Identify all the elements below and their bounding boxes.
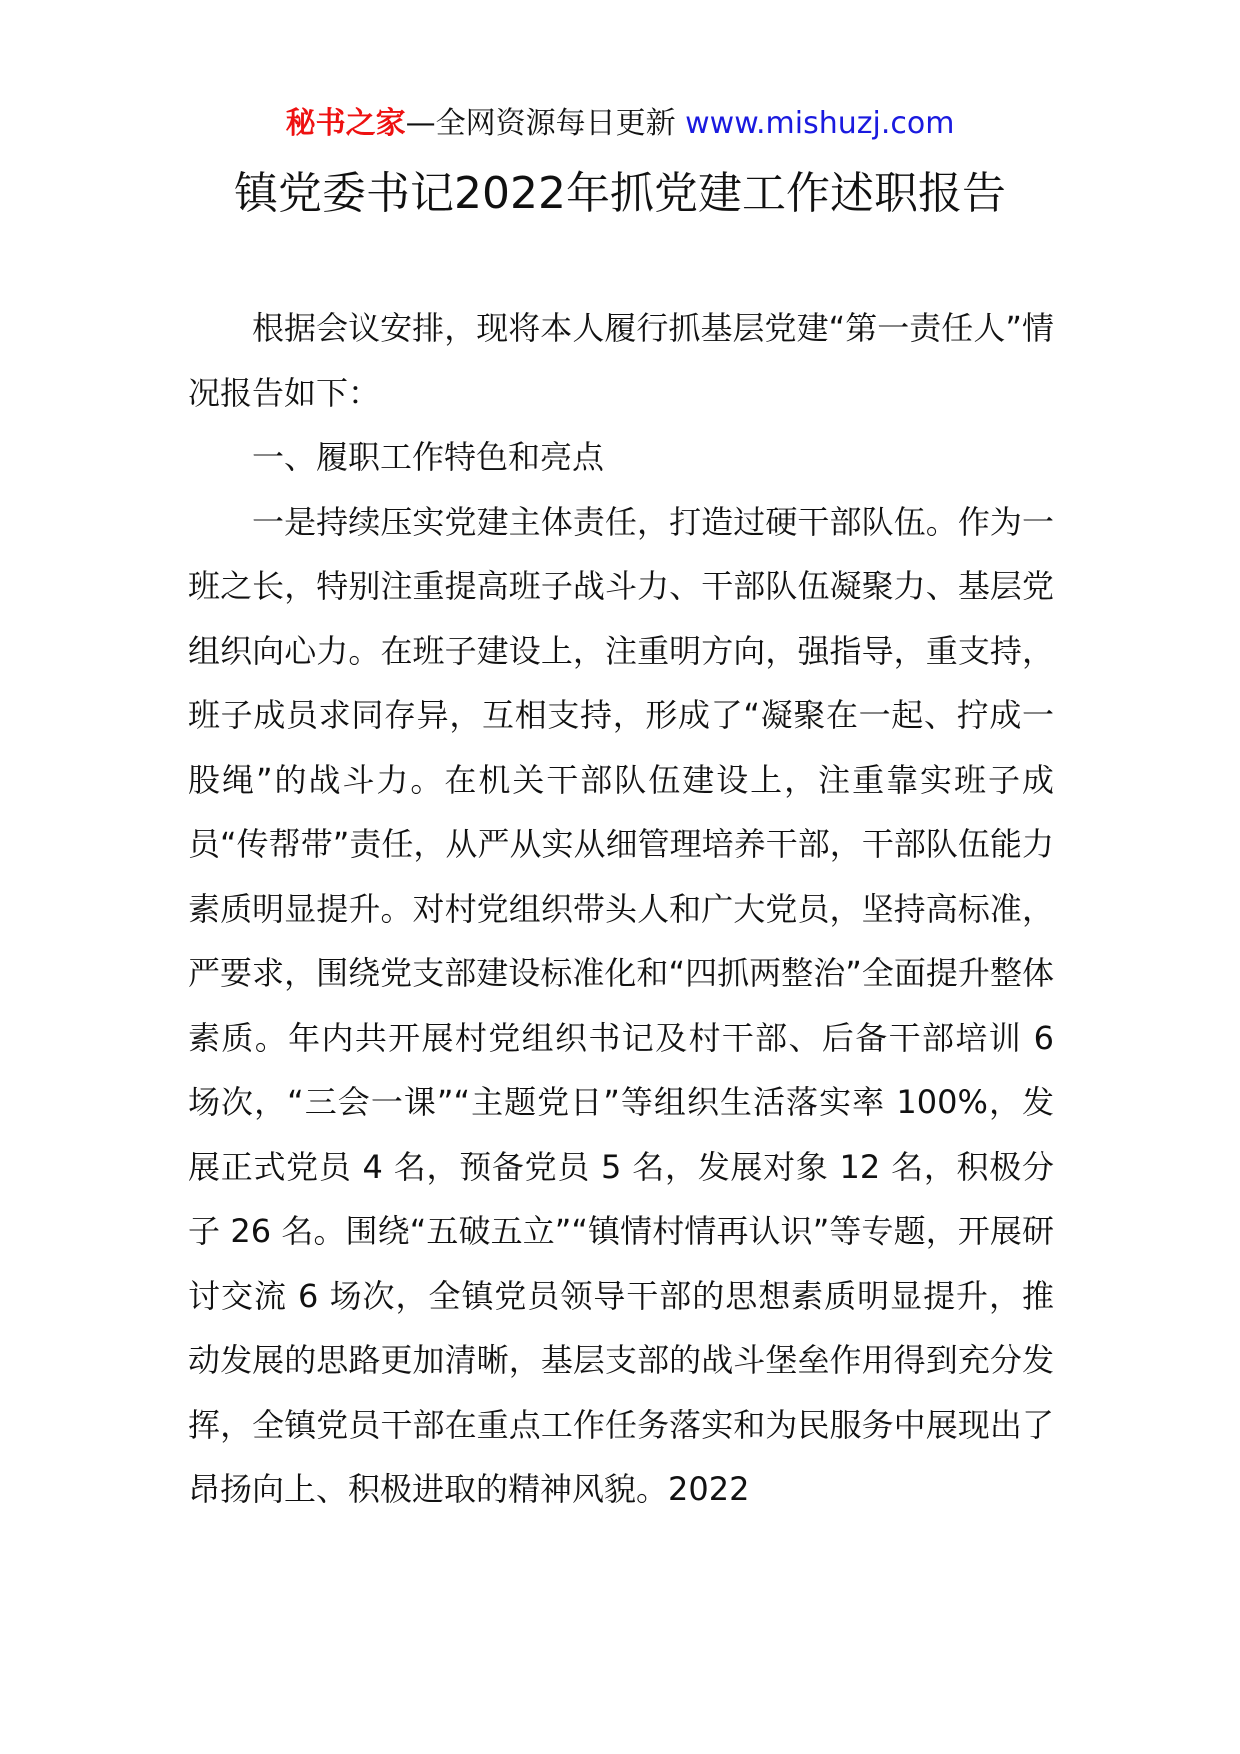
watermark-header	[0, 102, 1240, 146]
site-url-link[interactable]: www.mishuzj.com	[685, 106, 955, 141]
section-heading: 一、履职工作特色和亮点	[252, 438, 605, 476]
body-paragraph: 一是持续压实党建主体责任，打造过硬干部队伍。作为一班之长，特别注重提高班子战斗力、干部队伍凝聚力、基层党组织向心力。在班子建设上，注重明方向，强指导，重支持，班子成员求同存异，互相支持，形成了“凝聚在一起、拧成一股绳”的战斗力。在机关干部队伍建设上，注重靠实班子成员“传帮带”责任，从严从实从细管理培养干部，干部队伍能力素质明显提升。对村党组织带头人和广大党员，坚持高标准，严要求，围绕党支部建设标准化和“四抓两整治”全面提升整体素质。年内共开展村党组织书记及村干部、后备干部培训 6 场次，“三会一课”“主题党日”等组织生活落实率 100%，发展正式党员 4 名，预备党员 5 名，发展对象 12 名，积极分子 26 名。围绕“五破五立”“镇情村情再认识”等专题，开展研讨交流 6 场次，全镇党员领导干部的思想素质明显提升，推动发展的思路更加清晰，基层支部的战斗堡垒作用得到充分发挥，全镇党员干部在重点工作任务落实和为民服务中展现出了昂扬向上、积极进取的精神风貌。2022	[188, 502, 1054, 1508]
header-slogan: —全网资源每日更新	[405, 106, 686, 141]
intro-paragraph: 根据会议安排，现将本人履行抓基层党建“第一责任人”情况报告如下：	[188, 309, 1054, 412]
document-title: 镇党委书记2022年抓党建工作述职报告	[234, 168, 1006, 219]
document-body	[188, 296, 1054, 1522]
brand-name: 秘书之家	[285, 106, 406, 141]
